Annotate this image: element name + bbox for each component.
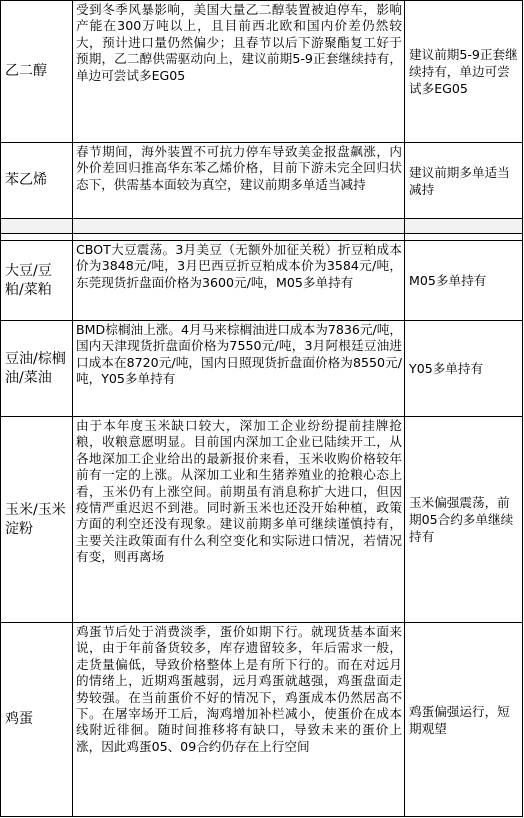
- market-analysis: 受到冬季风暴影响，美国大量乙二醇装置被迫停车，影响产能在300万吨以上，且目前西北欧和国内价差仍然较大，预计进口量仍然偏少；且春节以后下游聚酯复工好于预期，乙二醇供需驱动向上，建议前期5-9正套继续持有，单边可尝试多EG05: [73, 1, 405, 143]
- market-analysis: 鸡蛋节后处于消费淡季，蛋价如期下行。就现货基本面来说，由于年前备货较多，库存遗留较多，年后需求一般，走货量偏低，导致价格整体上是有所下行的。而在对远月的情绪上，近期鸡蛋越弱，远月鸡蛋就越强，鸡蛋盘面走势较强。在当前蛋价不好的情况下，鸡蛋成本仍然居高不下。在屠宰场开工后，淘鸡增加补栏减小，使蛋价在成本线附近徘徊。随时间推移将有缺口，导致未来的蛋价上涨，因此鸡蛋05、09合约仍存在上行空间: [73, 623, 405, 817]
- trade-advice: 建议前期多单适当减持: [405, 143, 523, 219]
- table-row: [1, 417, 523, 623]
- table-row: [1, 241, 523, 321]
- table-row: [1, 623, 523, 817]
- variety-name: 豆油/棕榈油/菜油: [1, 321, 73, 417]
- table-spacer: [1, 234, 523, 241]
- trade-advice: 建议前期5-9正套继续持有，单边可尝试多EG05: [405, 1, 523, 143]
- market-analysis: BMD棕榈油上涨。4月马来棕榈油进口成本为7836元/吨，国内天津现货折盘面价格为7550元/吨，3月阿根廷豆油进口成本在8720元/吨，国内日照现货折盘面价格为8550元/吨，Y05多单持有: [73, 321, 405, 417]
- market-analysis: CBOT大豆震荡。3月美豆（无额外加征关税）折豆粕成本价为3848元/吨，3月巴西豆折豆粕成本价为3584元/吨，东莞现货折盘面价格为3600元/吨，M05多单持有: [73, 241, 405, 321]
- variety-name: 苯乙烯: [1, 143, 73, 219]
- variety-name: 乙二醇: [1, 1, 73, 143]
- market-analysis: 春节期间，海外装置不可抗力停车导致美金报盘飙涨，内外价差回归推高华东苯乙烯价格，目前下游未完全回归状态下，供需基本面较为真空，建议前期多单适当减持: [73, 143, 405, 219]
- trade-advice: M05多单持有: [405, 241, 523, 321]
- market-analysis: 由于本年度玉米缺口较大，深加工企业纷纷提前挂牌抢粮，收粮意愿明显。目前国内深加工企业已陆续开工，从各地深加工企业给出的最新报价来看，玉米收购价格较年前有一定的上涨。从深加工业和生猪养殖业的抢粮心态上看，玉米仍有上涨空间。前期虽有消息称扩大进口，但因疫情严重迟迟不到港。同时新玉米也还没开始种植，政策方面的利空还没有现象。建议前期多单可继续谨慎持有，主要关注政策面有什么利空变化和实际进口情况，若情况有变，则再离场: [73, 417, 405, 623]
- trade-advice: Y05多单持有: [405, 321, 523, 417]
- table-row: [1, 1, 523, 143]
- variety-name: 鸡蛋: [1, 623, 73, 817]
- trade-advice: 鸡蛋偏强运行，短期观望: [405, 623, 523, 817]
- variety-name: 大豆/豆粕/菜粕: [1, 241, 73, 321]
- table-row: [1, 321, 523, 417]
- trade-advice: 玉米偏强震荡，前期05合约多单继续持有: [405, 417, 523, 623]
- variety-name: 玉米/玉米淀粉: [1, 417, 73, 623]
- table-row: [1, 143, 523, 219]
- table-spacer: [1, 219, 523, 234]
